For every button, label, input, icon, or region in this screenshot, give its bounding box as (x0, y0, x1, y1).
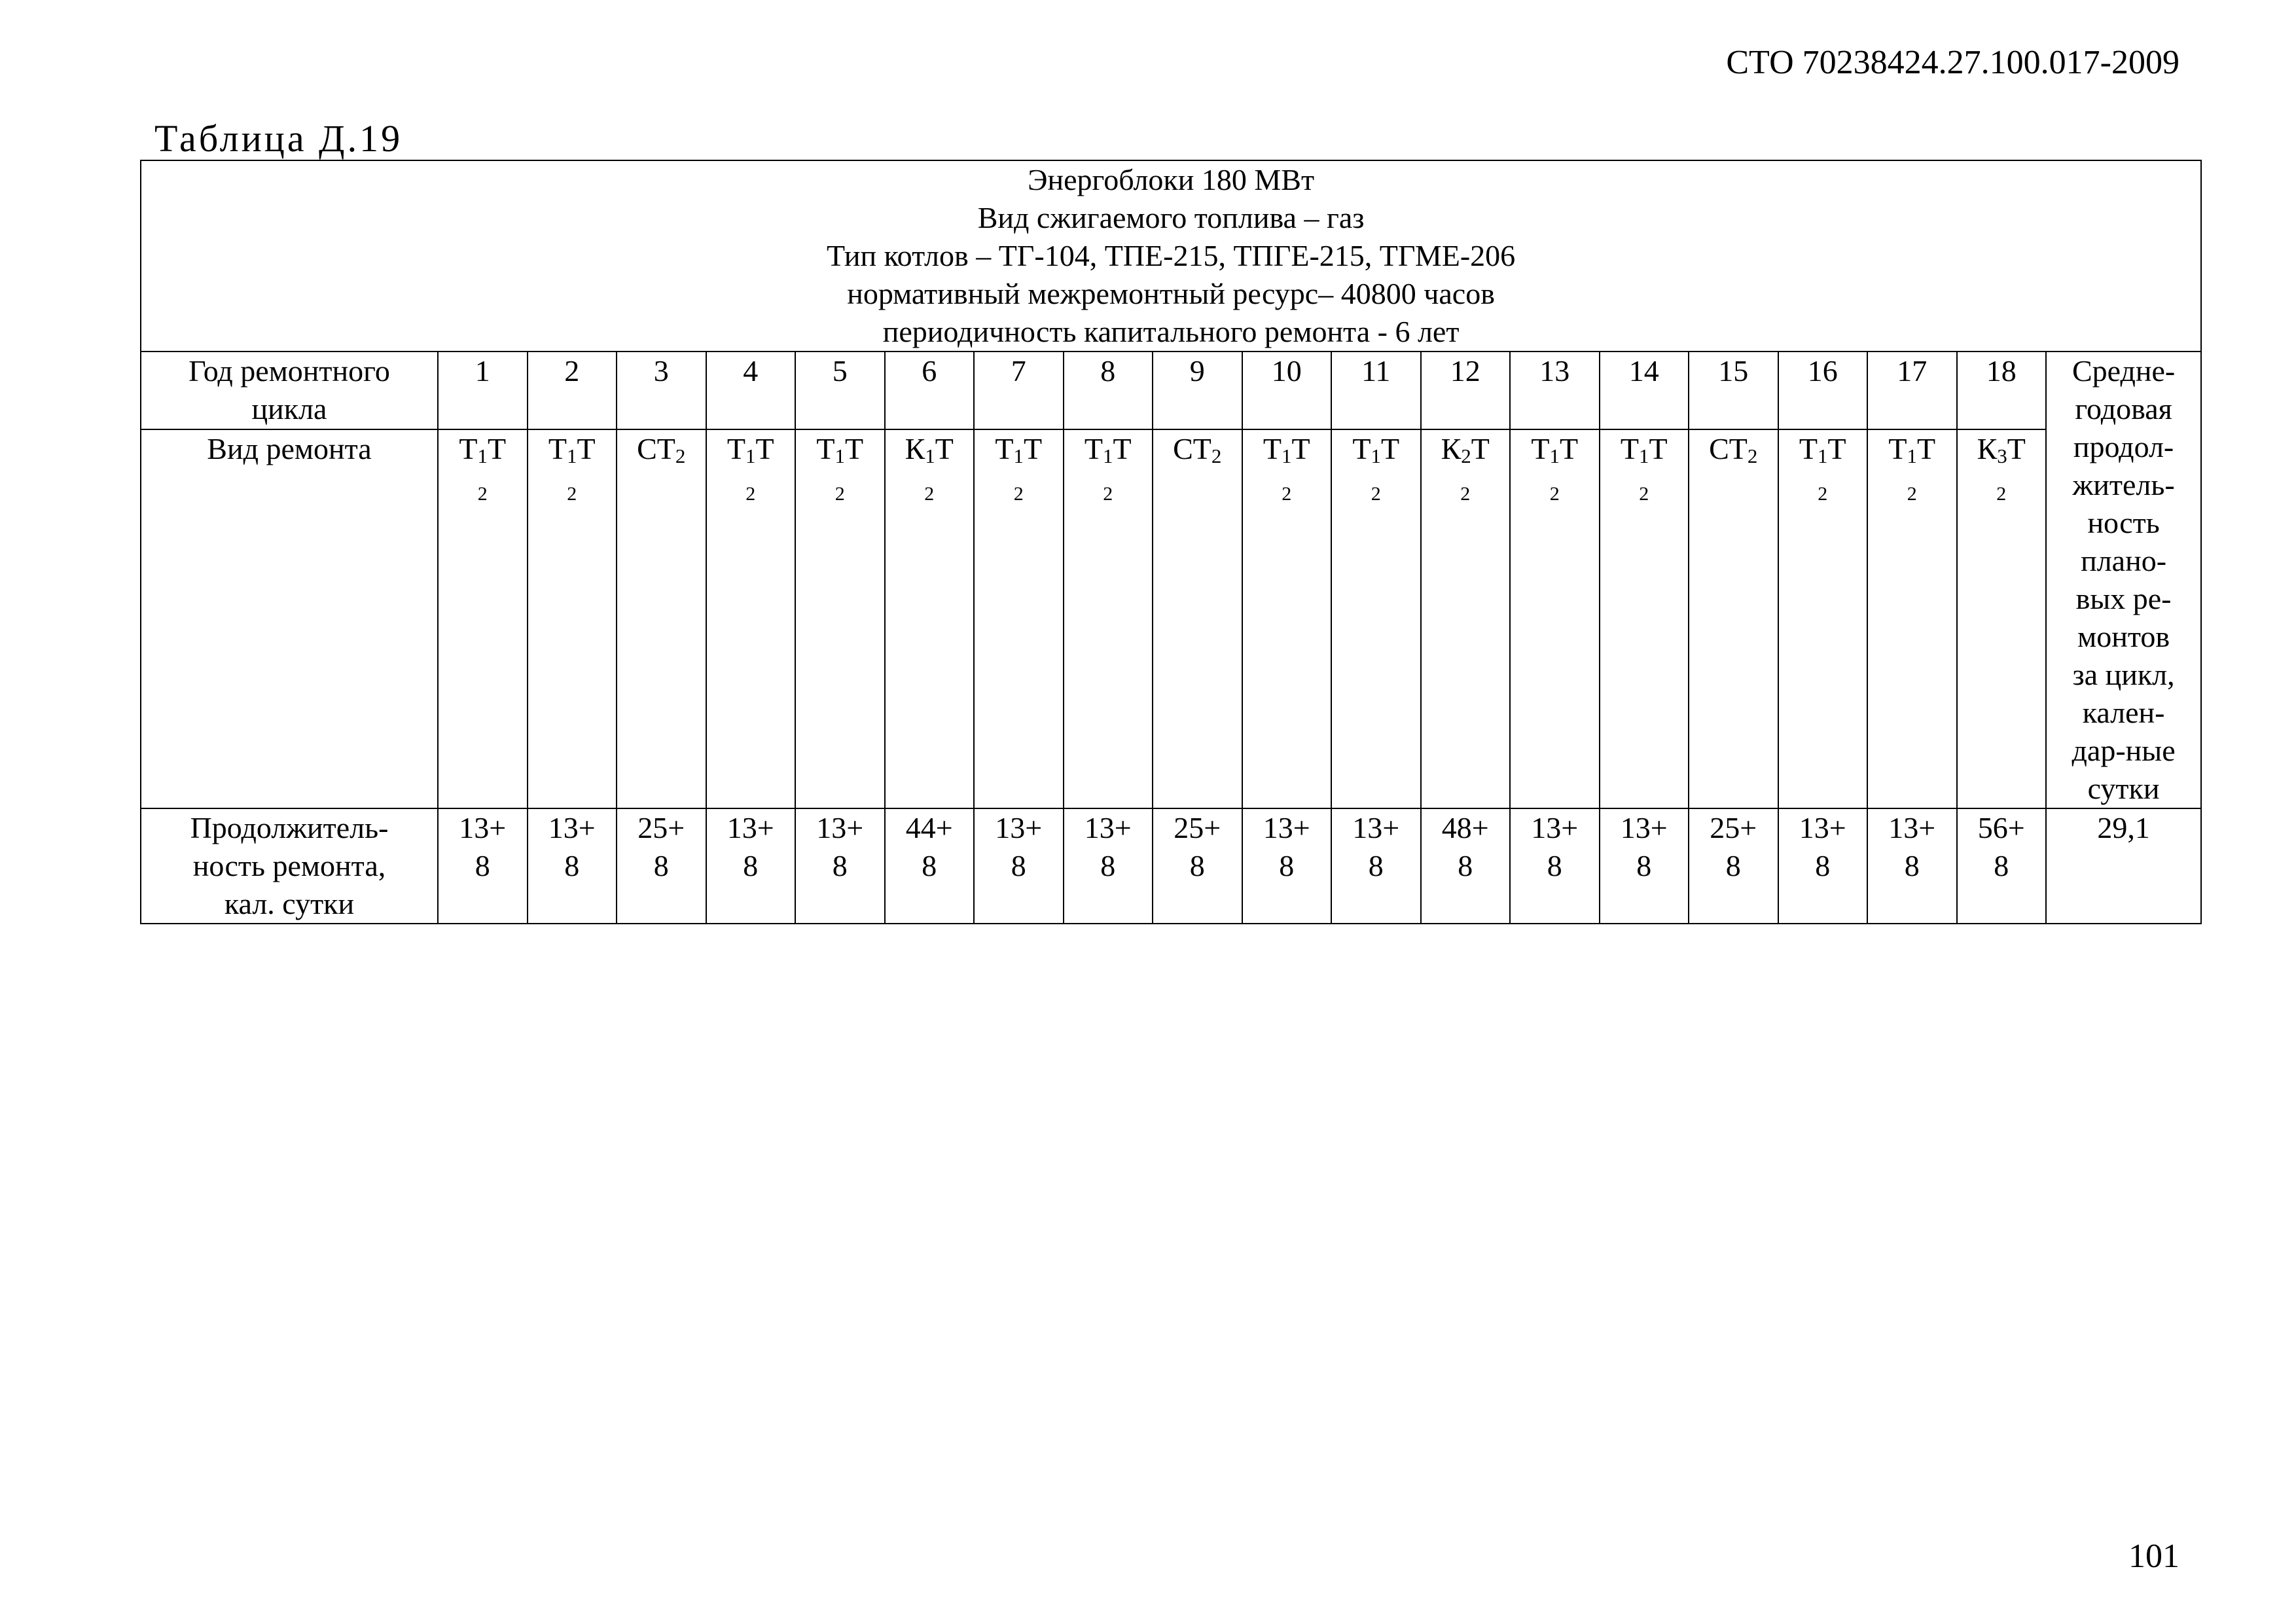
repair-code-subscript: 2 (1639, 483, 1649, 505)
duration-value: 8 (922, 849, 937, 882)
year-cell: 7 (974, 352, 1064, 429)
repair-code-subscript: 1 (925, 444, 935, 468)
year-cell: 5 (795, 352, 885, 429)
year-cell: 9 (1153, 352, 1242, 429)
repair-code-subscript: 1 (567, 444, 577, 468)
repair-code-subscript: 1 (745, 444, 756, 468)
year-cell: 1 (438, 352, 528, 429)
duration-cell (1421, 808, 1511, 924)
repair-code-subscript: 2 (1818, 483, 1828, 505)
duration-value: 13+ (726, 811, 774, 844)
avg-header-line: кален- (2082, 696, 2165, 729)
duration-value: 8 (1994, 849, 2009, 882)
repair-code: Т (1799, 432, 1818, 466)
repair-code-subscript: 1 (1549, 444, 1560, 468)
duration-value: 8 (1636, 849, 1652, 882)
duration-value: 8 (743, 849, 759, 882)
repair-type-cell (1867, 429, 1957, 808)
avg-header-line: ность (2087, 506, 2160, 539)
repair-code-subscript: 1 (1371, 444, 1381, 468)
repair-type-cell (617, 429, 706, 808)
year-cell: 16 (1778, 352, 1868, 429)
duration-value: 8 (1368, 849, 1384, 882)
repair-code: К (905, 432, 925, 466)
duration-cell (1867, 808, 1957, 924)
avg-header-line: Средне- (2072, 354, 2176, 388)
duration-value: 13+ (1888, 811, 1936, 844)
year-cell: 15 (1689, 352, 1778, 429)
duration-cell (1957, 808, 2047, 924)
duration-cell (617, 808, 706, 924)
repair-schedule-table (140, 160, 2202, 924)
repair-code: Т (1649, 432, 1668, 466)
repair-type-cell (1153, 429, 1242, 808)
repair-code: Т (935, 432, 954, 466)
repair-type-row (141, 429, 2201, 808)
duration-cell (1064, 808, 1153, 924)
repair-code: Т (726, 432, 745, 466)
repair-code-subscript: 2 (567, 483, 577, 505)
repair-code-subscript: 2 (1461, 444, 1471, 468)
year-cell: 4 (706, 352, 796, 429)
repair-code-subscript: 2 (834, 483, 845, 505)
avg-header-line: сутки (2087, 772, 2160, 805)
duration-value: 13+ (459, 811, 507, 844)
repair-type-cell (1689, 429, 1778, 808)
repair-type-cell (974, 429, 1064, 808)
page-number: 101 (2128, 1538, 2179, 1575)
repair-code: Т (459, 432, 478, 466)
avg-duration-value: 29,1 (2046, 808, 2201, 924)
repair-code-subscript: 2 (1371, 483, 1381, 505)
repair-code: Т (1291, 432, 1310, 466)
year-cell: 18 (1957, 352, 2047, 429)
repair-code: Т (2007, 432, 2026, 466)
header-line-resource: нормативный межремонтный ресурс– 40800 часов (847, 277, 1495, 310)
table-header-row (141, 160, 2201, 352)
repair-code: Т (1113, 432, 1132, 466)
duration-value: 8 (1904, 849, 1920, 882)
repair-code-subscript: 1 (477, 444, 488, 468)
repair-code-subscript: 2 (924, 483, 935, 505)
duration-value: 8 (1279, 849, 1295, 882)
repair-code-subscript: 1 (1013, 444, 1024, 468)
year-cell: 6 (885, 352, 975, 429)
duration-value: 44+ (905, 811, 953, 844)
year-cell: 3 (617, 352, 706, 429)
duration-cell (795, 808, 885, 924)
avg-header-line: годовая (2075, 392, 2172, 425)
repair-type-cell (795, 429, 885, 808)
repair-code: Т (488, 432, 507, 466)
repair-code: Т (1352, 432, 1371, 466)
duration-cell (1778, 808, 1868, 924)
repair-code-subscript: 3 (1997, 444, 2007, 468)
repair-code-subscript: 1 (1282, 444, 1292, 468)
repair-code-subscript: 1 (1639, 444, 1649, 468)
duration-cell (528, 808, 617, 924)
duration-value: 8 (832, 849, 848, 882)
repair-code-subscript: 2 (1996, 483, 2007, 505)
year-cell: 11 (1331, 352, 1421, 429)
repair-code: Т (577, 432, 596, 466)
repair-code: Т (995, 432, 1014, 466)
avg-header-line: дар-ные (2072, 734, 2176, 767)
repair-code: Т (1560, 432, 1579, 466)
document-code: СТО 70238424.27.100.017-2009 (1726, 44, 2179, 81)
header-line-periodicity: периодичность капитального ремонта - 6 лет (882, 315, 1460, 348)
repair-row-label: Вид ремонта (141, 429, 438, 808)
repair-code-subscript: 1 (1818, 444, 1828, 468)
repair-type-cell (1957, 429, 2047, 808)
avg-header-line: продол- (2073, 430, 2174, 463)
duration-cell (1600, 808, 1689, 924)
duration-value: 48+ (1441, 811, 1489, 844)
duration-cell (885, 808, 975, 924)
duration-value: 13+ (1531, 811, 1579, 844)
repair-type-cell (885, 429, 975, 808)
repair-code-subscript: 2 (745, 483, 756, 505)
duration-value: 8 (564, 849, 580, 882)
duration-value: 25+ (637, 811, 685, 844)
duration-cell (1153, 808, 1242, 924)
duration-value: 13+ (1352, 811, 1400, 844)
repair-type-cell (706, 429, 796, 808)
duration-value: 8 (475, 849, 490, 882)
repair-type-cell (1510, 429, 1600, 808)
duration-cell (974, 808, 1064, 924)
repair-type-cell (1242, 429, 1332, 808)
duration-cell (1242, 808, 1332, 924)
duration-value: 13+ (1799, 811, 1846, 844)
table-header-cell (141, 160, 2201, 352)
duration-cell (1689, 808, 1778, 924)
repair-type-cell (1331, 429, 1421, 808)
repair-code: Т (1024, 432, 1043, 466)
avg-header-line: вых ре- (2075, 582, 2172, 615)
duration-value: 8 (1189, 849, 1205, 882)
duration-value: 8 (1815, 849, 1831, 882)
duration-value: 8 (1547, 849, 1562, 882)
duration-value: 13+ (548, 811, 596, 844)
repair-type-cell (1600, 429, 1689, 808)
repair-code-subscript: 1 (834, 444, 845, 468)
repair-code-subscript: 1 (1103, 444, 1113, 468)
duration-value: 13+ (1084, 811, 1132, 844)
repair-code: Т (1531, 432, 1550, 466)
avg-header-line: плано- (2081, 544, 2167, 577)
repair-code-subscript: 2 (1460, 483, 1471, 505)
avg-duration-header (2046, 352, 2201, 808)
avg-header-line: житель- (2072, 468, 2175, 501)
repair-type-cell (1064, 429, 1153, 808)
repair-type-cell (1421, 429, 1511, 808)
repair-code: Т (1888, 432, 1907, 466)
year-cell: 10 (1242, 352, 1332, 429)
duration-value: 13+ (995, 811, 1043, 844)
duration-row-label: Продолжитель- ность ремонта, кал. сутки (141, 808, 438, 924)
repair-code: Т (1471, 432, 1490, 466)
duration-value: 8 (1100, 849, 1116, 882)
repair-type-cell (438, 429, 528, 808)
duration-value: 13+ (1620, 811, 1668, 844)
repair-code: Т (845, 432, 864, 466)
repair-code: Т (755, 432, 774, 466)
repair-type-cell (528, 429, 617, 808)
repair-code: Т (816, 432, 835, 466)
repair-code: Т (1917, 432, 1936, 466)
year-cell: 13 (1510, 352, 1600, 429)
duration-cell (1331, 808, 1421, 924)
year-cell: 17 (1867, 352, 1957, 429)
repair-code-subscript: 2 (1549, 483, 1560, 505)
repair-code: Т (548, 432, 567, 466)
header-line-units: Энергоблоки 180 МВт (1028, 163, 1315, 196)
repair-code-subscript: 1 (1907, 444, 1917, 468)
repair-code-subscript: 2 (477, 483, 488, 505)
repair-code: Т (1827, 432, 1846, 466)
repair-code-subscript: 2 (675, 444, 686, 468)
repair-code-subscript: 2 (1747, 444, 1758, 468)
year-cell: 2 (528, 352, 617, 429)
repair-code: Т (1263, 432, 1282, 466)
table-caption: Таблица Д.19 (154, 117, 403, 160)
repair-code-subscript: 2 (1282, 483, 1292, 505)
duration-cell (706, 808, 796, 924)
repair-code-subscript: 2 (1013, 483, 1024, 505)
repair-code: Т (1381, 432, 1400, 466)
year-cell: 14 (1600, 352, 1689, 429)
repair-code: СТ (637, 432, 675, 466)
repair-code: Т (1620, 432, 1639, 466)
year-cell: 8 (1064, 352, 1153, 429)
duration-value: 13+ (816, 811, 864, 844)
duration-value: 8 (1458, 849, 1473, 882)
duration-value: 13+ (1263, 811, 1310, 844)
years-row (141, 352, 2201, 429)
repair-code: К (1441, 432, 1462, 466)
repair-code-subscript: 2 (1907, 483, 1917, 505)
repair-code: Т (1084, 432, 1103, 466)
duration-value: 25+ (1174, 811, 1221, 844)
header-line-fuel: Вид сжигаемого топлива – газ (977, 201, 1365, 234)
duration-value: 25+ (1710, 811, 1757, 844)
repair-code: СТ (1709, 432, 1748, 466)
avg-header-line: за цикл, (2072, 658, 2175, 691)
repair-code-subscript: 2 (1103, 483, 1113, 505)
year-row-label: Год ремонтного цикла (141, 352, 438, 429)
year-cell: 12 (1421, 352, 1511, 429)
duration-value: 8 (1011, 849, 1026, 882)
duration-row (141, 808, 2201, 924)
duration-value: 8 (1725, 849, 1741, 882)
duration-cell (1510, 808, 1600, 924)
header-line-boilers: Тип котлов – ТГ-104, ТПЕ-215, ТПГЕ-215, ТГМЕ-206 (826, 239, 1516, 272)
repair-code: К (1977, 432, 1998, 466)
duration-value: 8 (653, 849, 669, 882)
repair-code-subscript: 2 (1211, 444, 1222, 468)
duration-value: 56+ (1977, 811, 2025, 844)
avg-header-line: монтов (2077, 620, 2170, 653)
repair-type-cell (1778, 429, 1868, 808)
repair-code: СТ (1173, 432, 1211, 466)
duration-cell (438, 808, 528, 924)
